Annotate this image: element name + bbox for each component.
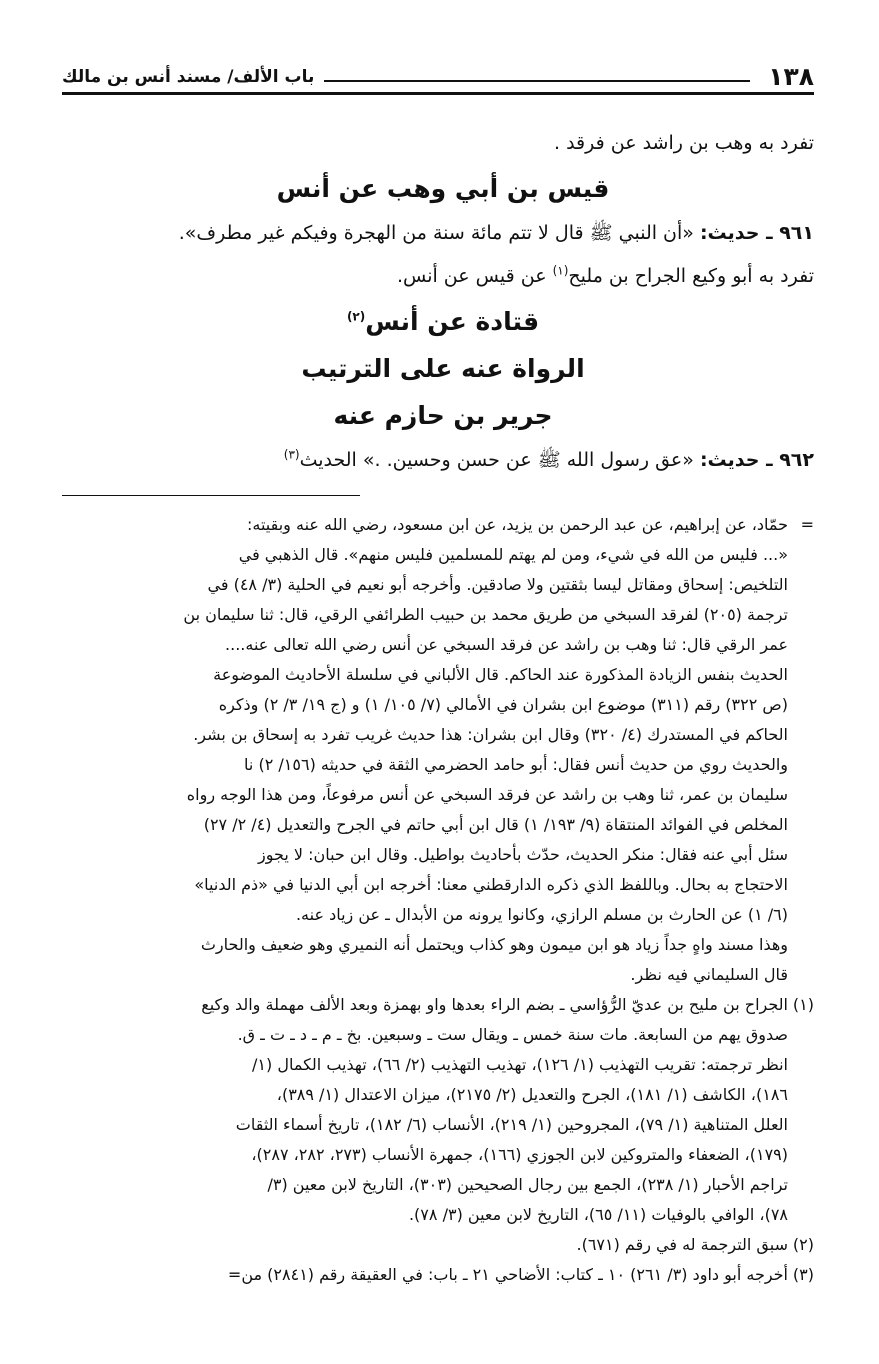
- footnote-line: ١٨٦)، الكاشف (١/ ١٨١)، الجرح والتعديل (٢/ ٢١٧٥)، ميزان الاعتدال (١/ ٣٨٩)،: [276, 1085, 788, 1104]
- footnote-line: التلخيص: إسحاق ومقاتل ليسا بثقتين ولا صادقين. وأخرجه أبو نعيم في الحلية (٣/ ٤٨) في: [207, 575, 788, 594]
- intro-line: تفرد به وهب بن راشد عن فرقد .: [553, 132, 814, 154]
- footnote-line: سئل أبي عنه فقال: منكر الحديث، حدّث بأحاديث بواطيل. وقال ابن حبان: لا يجوز: [258, 845, 788, 864]
- footnote-line: انظر ترجمته: تقريب التهذيب (١/ ١٢٦)، تهذيب التهذيب (٢/ ٦٦)، تهذيب الكمال (١/: [252, 1055, 788, 1074]
- hadith-961-note-pre: تفرد به أبو وكيع الجراح بن مليح: [568, 265, 814, 287]
- hadith-961-note-post: عن قيس عن أنس.: [396, 265, 553, 287]
- continuation-mark: =: [800, 515, 814, 534]
- hadith-962-number: ٩٦٢ ـ حديث:: [699, 449, 814, 471]
- hadith-961-number: ٩٦١ ـ حديث:: [699, 222, 814, 244]
- footnote-line: ٧٨)، الوافي بالوفيات (١١/ ٦٥)، التاريخ لابن معين (٣/ ٧٨).: [408, 1205, 788, 1224]
- footnote-line: عمر الرقي قال: ثنا وهب بن راشد عن فرقد السبخي عن أنس رضي الله تعالى عنه....: [225, 635, 788, 654]
- footnote-3-mark: (٣): [792, 1265, 814, 1284]
- footnote-1-mark: (١): [792, 995, 814, 1014]
- hadith-962-text: «عق رسول الله ﷺ عن حسن وحسين. .» الحديث: [299, 449, 694, 471]
- footnote-separator: [62, 495, 360, 496]
- main-text: [72, 122, 814, 482]
- header-rule: [324, 80, 750, 82]
- page-number: ١٣٨: [768, 62, 814, 91]
- footnote-line: قال السليماني فيه نظر.: [630, 965, 788, 984]
- footnote-line: المخلص في الفوائد المنتقاة (٩/ ١٩٣/ ١) قال ابن أبي حاتم في الجرح والتعديل (٤/ ٢/ ٢٧): [203, 815, 788, 834]
- footnote-2: (٢) سبق الترجمة له في رقم (٦٧١).: [72, 1230, 814, 1260]
- heading-qatada-text: قتادة عن أنس: [365, 307, 540, 336]
- page-header: [62, 52, 814, 95]
- footnote-line: (ص ٣٢٢) رقم (٣١١) موضوع ابن بشران في الأمالي (٧/ ١٠٥/ ١) و (ج ١٩/ ٣/ ٢) وذكره: [218, 695, 788, 714]
- footnote-line: = حمّاد، عن إبراهيم، عن عبد الرحمن بن يزيد، عن ابن مسعود، رضي الله عنه وبقيته:: [72, 510, 814, 540]
- running-title: باب الألف/ مسند أنس بن مالك: [62, 67, 315, 87]
- footnote-line: صدوق يهم من السابعة. مات سنة خمس ـ ويقال ست ـ وسبعين. بخ ـ م ـ د ـ ت ـ ق.: [237, 1025, 788, 1044]
- section-heading-qais: قيس بن أبي وهب عن أنس: [276, 174, 610, 203]
- footnote-line: تراجم الأحبار (١/ ٢٣٨)، الجمع بين رجال الصحيحين (٣٠٣)، التاريخ لابن معين (٣/: [267, 1175, 788, 1194]
- footnote-3: (٣) أخرجه أبو داود (٣/ ٢٦١) ١٠ ـ كتاب: الأضاحي ٢١ ـ باب: في العقيقة رقم (٢٨٤١) من=: [72, 1260, 814, 1290]
- hadith-961-text: «أن النبي ﷺ قال لا تتم مائة سنة من الهجرة وفيكم غير مطرف».: [178, 222, 694, 244]
- footnote-line: الاحتجاج به بحال. وباللفظ الذي ذكره الدارقطني معنا: أخرجه ابن أبي الدنيا في «ذم الدنيا»: [194, 875, 788, 894]
- footnote-line: والحديث روي من حديث أنس فقال: أبو حامد الحضرمي الثقة في حديثه (١٥٦/ ٢) نا: [244, 755, 788, 774]
- footnote-line: (١٧٩)، الضعفاء والمتروكين لابن الجوزي (١٦٦)، جمهرة الأنساب (٢٧٣، ٢٨٢، ٢٨٧)،: [251, 1145, 788, 1164]
- section-heading-jarir: جرير بن حازم عنه: [333, 401, 553, 430]
- hadith-961-note: [72, 255, 814, 298]
- footnote-line: الحديث بنفس الزيادة المذكورة عند الحاكم. قال الألباني في سلسلة الأحاديث الموضوعة: [213, 665, 788, 684]
- footnote-line: سليمان بن عمر، ثنا وهب بن راشد عن فرقد السبخي عن أنس مرفوعاً، ومن هذا الوجه رواه: [186, 785, 788, 804]
- footnotes: [72, 510, 814, 1290]
- footnote-line: «... فليس من الله في شيء، ومن لم يهتم للمسلمين فليس منهم». قال الذهبي في: [238, 545, 788, 564]
- hadith-961: [72, 212, 814, 255]
- footnote-ref-1[interactable]: (١): [552, 263, 569, 278]
- footnote-ref-2[interactable]: (٢): [346, 309, 366, 324]
- footnote-line: وهذا مسند واهٍ جداً زياد هو ابن ميمون وهو كذاب ويحتمل أنه النميري وهو ضعيف والحارث: [200, 935, 788, 954]
- footnote-2-mark: (٢): [792, 1235, 814, 1254]
- footnote-1: (١) الجراح بن مليح بن عديّ الرُّؤاسي ـ بضم الراء بعدها واو بهمزة وبعد الألف مهملة والد وكيع: [72, 990, 814, 1020]
- section-heading-narrators: الرواة عنه على الترتيب: [301, 354, 585, 383]
- footnote-line: العلل المتناهية (١/ ٧٩)، المجروحين (١/ ٢١٩)، الأنساب (٦/ ١٨٢)، تاريخ أسماء الثقات: [235, 1115, 788, 1134]
- book-page: [62, 40, 814, 1340]
- footnote-line: ترجمة (٢٠٥) لفرقد السبخي من طريق محمد بن حبيب الطرائفي الرقي، قال: ثنا سليمان بن: [183, 605, 788, 624]
- footnote-ref-3[interactable]: (٣): [283, 447, 300, 462]
- hadith-962: [72, 439, 814, 482]
- footnote-line: الحاكم في المستدرك (٤/ ٣٢٠) وقال ابن بشران: هذا حديث غريب تفرد به إسحاق بن بشر.: [193, 725, 788, 744]
- footnote-line: (٦/ ١) عن الحارث بن مسلم الرازي، وكانوا يرونه من الأبدال ـ عن زياد عنه.: [295, 905, 788, 924]
- section-heading-qatada: [72, 298, 814, 345]
